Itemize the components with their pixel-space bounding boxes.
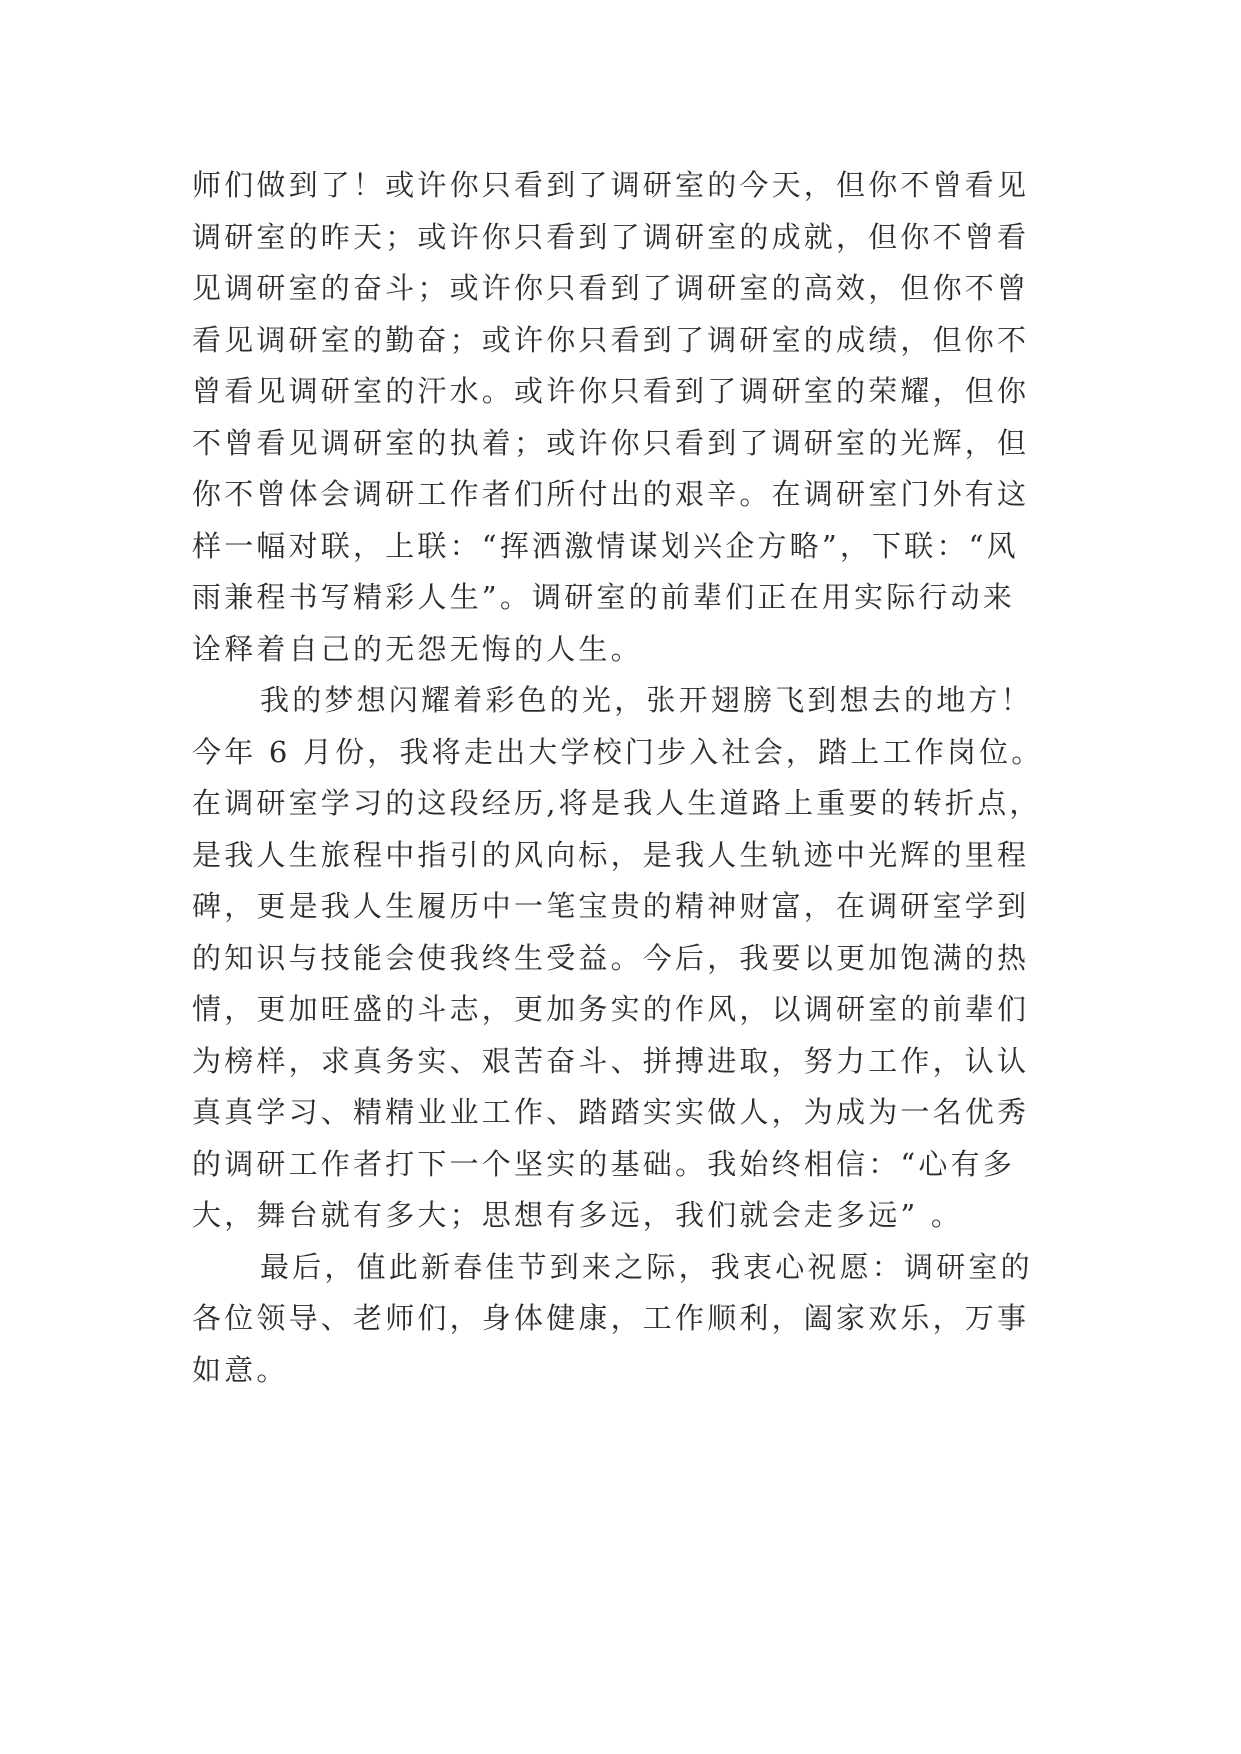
text-line: 为榜样，求真务实、艰苦奋斗、拼搏进取，努力工作，认认 <box>192 1043 1030 1078</box>
text-line: 见调研室的奋斗；或许你只看到了调研室的高效，但你不曾 <box>192 271 1030 305</box>
text-line: 是我人生旅程中指引的风向标，是我人生轨迹中光辉的里程 <box>192 837 1030 872</box>
text-line: 真真学习、精精业业工作、踏踏实实做人，为成为一名优秀 <box>192 1095 1030 1129</box>
text-line: 在调研室学习的这段经历,将是我人生道路上重要的转折点， <box>192 786 1042 820</box>
paragraph-1 <box>192 160 1052 675</box>
text-line: 不曾看见调研室的执着；或许你只看到了调研室的光辉，但 <box>192 425 1030 460</box>
text-line: 今年 6 月份，我将走出大学校门步入社会，踏上工作岗位。 <box>192 734 1044 769</box>
text-line: 雨兼程书写精彩人生”。调研室的前辈们正在用实际行动来 <box>192 580 1016 614</box>
text-line: 我的梦想闪耀着彩色的光，张开翅膀飞到想去的地方！ <box>260 683 1033 717</box>
paragraph-3 <box>192 1242 1052 1397</box>
text-line: 碑，更是我人生履历中一笔宝贵的精神财富，在调研室学到 <box>192 889 1030 923</box>
text-line: 师们做到了！或许你只看到了调研室的今天，但你不曾看见 <box>192 168 1030 202</box>
text-line: 大，舞台就有多大；思想有多远，我们就会走多远” 。 <box>192 1198 964 1232</box>
text-line: 如意。 <box>192 1352 289 1387</box>
text-line: 调研室的昨天；或许你只看到了调研室的成就，但你不曾看 <box>192 219 1030 254</box>
text-line: 诠释着自己的无怨无悔的人生。 <box>192 631 643 666</box>
text-line: 曾看见调研室的汗水。或许你只看到了调研室的荣耀，但你 <box>192 374 1030 408</box>
text-line: 各位领导、老师们，身体健康，工作顺利，阖家欢乐，万事 <box>192 1301 1030 1335</box>
document-body <box>192 160 1052 1396</box>
paragraph-2 <box>192 675 1052 1242</box>
text-line: 你不曾体会调研工作者们所付出的艰辛。在调研室门外有这 <box>192 477 1030 511</box>
text-line: 样一幅对联，上联：“挥洒激情谋划兴企方略”，下联：“风 <box>192 528 1019 563</box>
text-line: 最后，值此新春佳节到来之际，我衷心祝愿：调研室的 <box>260 1249 1033 1284</box>
text-line: 的调研工作者打下一个坚实的基础。我始终相信：“心有多 <box>192 1146 1016 1181</box>
text-line: 情，更加旺盛的斗志，更加务实的作风，以调研室的前辈们 <box>192 992 1030 1026</box>
text-line: 的知识与技能会使我终生受益。今后，我要以更加饱满的热 <box>192 940 1030 975</box>
text-line: 看见调研室的勤奋；或许你只看到了调研室的成绩，但你不 <box>192 322 1030 357</box>
